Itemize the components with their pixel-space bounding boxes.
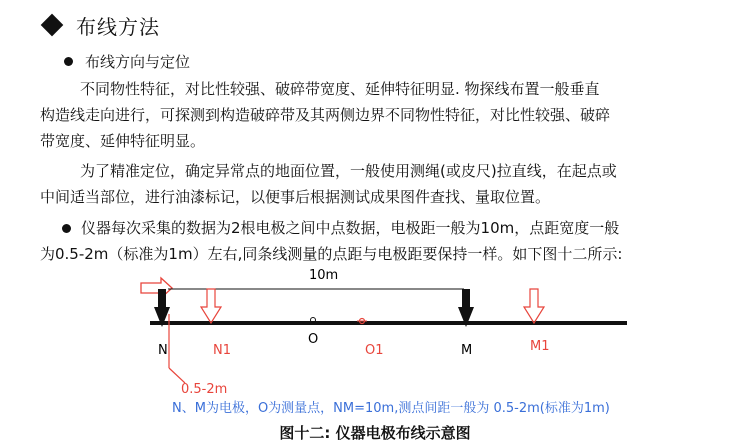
paragraph-line: 带宽度、延伸特征明显。	[40, 132, 206, 150]
n1-arrow-icon	[201, 289, 221, 323]
label-n: N	[158, 343, 168, 358]
paragraph-line: 构造线走向进行，可探测到构造破碎带及其两侧边界不同物性特征，对比性较强、破碎	[40, 106, 611, 124]
subheading-1-title: 布线方向与定位	[85, 52, 191, 71]
paragraph-line: 中间适当部位，进行油漆标记，以便事后根据测试成果图件查找、量取位置。	[40, 188, 551, 206]
figure-note: N、M为电极，O为测量点，NM=10m,测点间距一般为 0.5-2m(标准为1m)	[172, 401, 610, 416]
paragraph-line: 仪器每次采集的数据为2根电极之间中点数据，电极距一般为10m，点距宽度一般	[81, 219, 620, 237]
paragraph-line: 不同物性特征，对比性较强、破碎带宽度、延伸特征明显. 物探线布置一般垂直	[80, 80, 600, 98]
label-o1: O1	[365, 343, 384, 358]
distance-label: 10m	[309, 268, 339, 283]
paragraph-line: 为了精准定位，确定异常点的地面位置，一般使用测绳(或皮尺)拉直线，在起点或	[80, 162, 617, 180]
section-title: 布线方法	[76, 14, 160, 39]
spacing-label: 0.5-2m	[181, 382, 228, 397]
start-arrow-icon	[141, 278, 172, 298]
label-n1: N1	[213, 343, 231, 358]
figure-caption: 图十二: 仪器电极布线示意图	[279, 424, 471, 442]
label-o: O	[308, 332, 319, 347]
label-m1: M1	[530, 339, 550, 354]
paragraph-line: 为0.5-2m（标准为1m）左右,同条线测量的点距与电极距要保持一样。如下图十二所示:	[40, 245, 623, 263]
label-m: M	[461, 343, 473, 358]
m1-arrow-icon	[524, 289, 544, 323]
